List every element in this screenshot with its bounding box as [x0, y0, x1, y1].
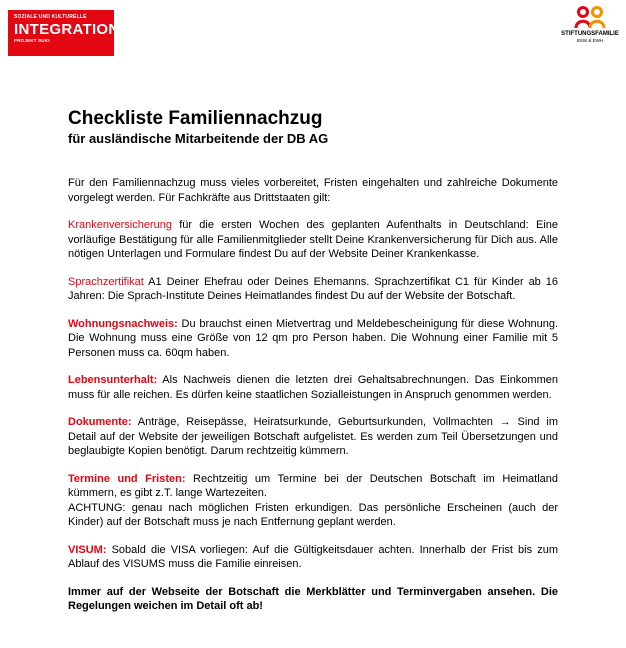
- section-text: A1 Deiner Ehefrau oder Deines Ehemanns. Sprachzertifikat C1 für Kinder ab 16 Jahren: Die Sprach-Institute Deines Heimatlandes findest Du auf der Website der Botschaft.: [68, 275, 558, 302]
- stiftungsfamilie-logo: [560, 6, 620, 44]
- page-subtitle: für ausländische Mitarbeitende der DB AG: [68, 131, 329, 146]
- section-sprachzertifikat: [68, 275, 558, 304]
- logo-right-line-1: STIFTUNGSFAMILIE: [561, 31, 619, 37]
- stiftungsfamilie-emblem-icon: [573, 6, 607, 30]
- section-lebensunterhalt: [68, 373, 558, 402]
- logo-line-2: INTEGRATION: [14, 21, 120, 38]
- section-visum: [68, 543, 558, 572]
- section-extra-text: ACHTUNG: genau nach möglichen Fristen erkundigen. Das persönliche Erscheinen (auch der Kinder) auf der Botschaft muss je nach Entfernung geplant werden.: [68, 501, 558, 528]
- closing-note: Immer auf der Webseite der Botschaft die Merkblätter und Terminvergaben ansehen. Die Regelungen weichen im Detail oft ab!: [68, 585, 558, 612]
- page-title: Checkliste Familiennachzug: [68, 108, 323, 129]
- section-term: Dokumente:: [68, 416, 132, 428]
- section-text: Rechtzeitig um Termine bei der Deutschen Botschaft im Heimatland kümmern, es gibt z.T. lange Wartezeiten.: [68, 472, 558, 499]
- section-krankenversicherung: [68, 218, 558, 262]
- section-term: Lebensunterhalt:: [68, 374, 158, 386]
- section-term: Termine und Fristen:: [68, 472, 186, 485]
- logo-line-1: SOZIALE UND KULTURELLE: [14, 14, 87, 20]
- document-body: [68, 108, 558, 614]
- section-term: VISUM:: [68, 543, 107, 556]
- section-text: für die ersten Wochen des geplanten Aufenthalts in Deutschland: Eine vorläufige Bestätigung für alle Familienmitglieder stellt Deine Krankenversicherung für Dich aus. Alle nötigen Unterlagen und Formulare findest Du auf der Website Deiner Krankenkasse.: [68, 219, 558, 260]
- section-term: Krankenversicherung: [68, 219, 172, 231]
- section-text: Anträge, Reisepässe, Heiratsurkunde, Geburtsurkunden, Vollmachten → Sind im Detail auf der Website der jeweiligen Botschaft aufgelistet. Es werden zum Teil Übersetzungen und beglaubigte Kopien benötigt. Darum rechtzeitig kümmern.: [68, 416, 558, 457]
- section-term: Sprachzertifikat: [68, 275, 144, 288]
- section-text: Sobald die VISA vorliegen: Auf die Gültigkeitsdauer achten. Innerhalb der Frist bis zum Ablauf des VISUMS muss die Familie einreisen.: [68, 543, 558, 570]
- section-term: Wohnungsnachweis:: [68, 317, 178, 330]
- logo-right-line-2: BSW & EWH: [576, 38, 604, 43]
- section-wohnungsnachweis: [68, 317, 558, 361]
- section-text: Du brauchst einen Mietvertrag und Meldebescheinigung für diese Wohnung. Die Wohnung muss eine Größe von 12 qm pro Person haben. Die Wohnung einer Familie mit 5 Personen muss ca. 60qm haben.: [68, 317, 558, 359]
- intro-paragraph: Für den Familiennachzug muss vieles vorbereitet, Fristen eingehalten und zahlreiche Dokumente vorgelegt werden. Für Fachkräfte aus Drittstaaten gilt:: [68, 177, 558, 204]
- section-text: Als Nachweis dienen die letzten drei Gehaltsabrechnungen. Das Einkommen muss für alle reichen. Es dürfen keine staatlichen Sozialleistungen in Anspruch genommen werden.: [68, 374, 558, 401]
- section-dokumente: [68, 415, 558, 459]
- integration-logo: [8, 10, 120, 56]
- logo-line-3: PROJEKT SUKI: [14, 38, 50, 43]
- section-termine-fristen: [68, 472, 558, 530]
